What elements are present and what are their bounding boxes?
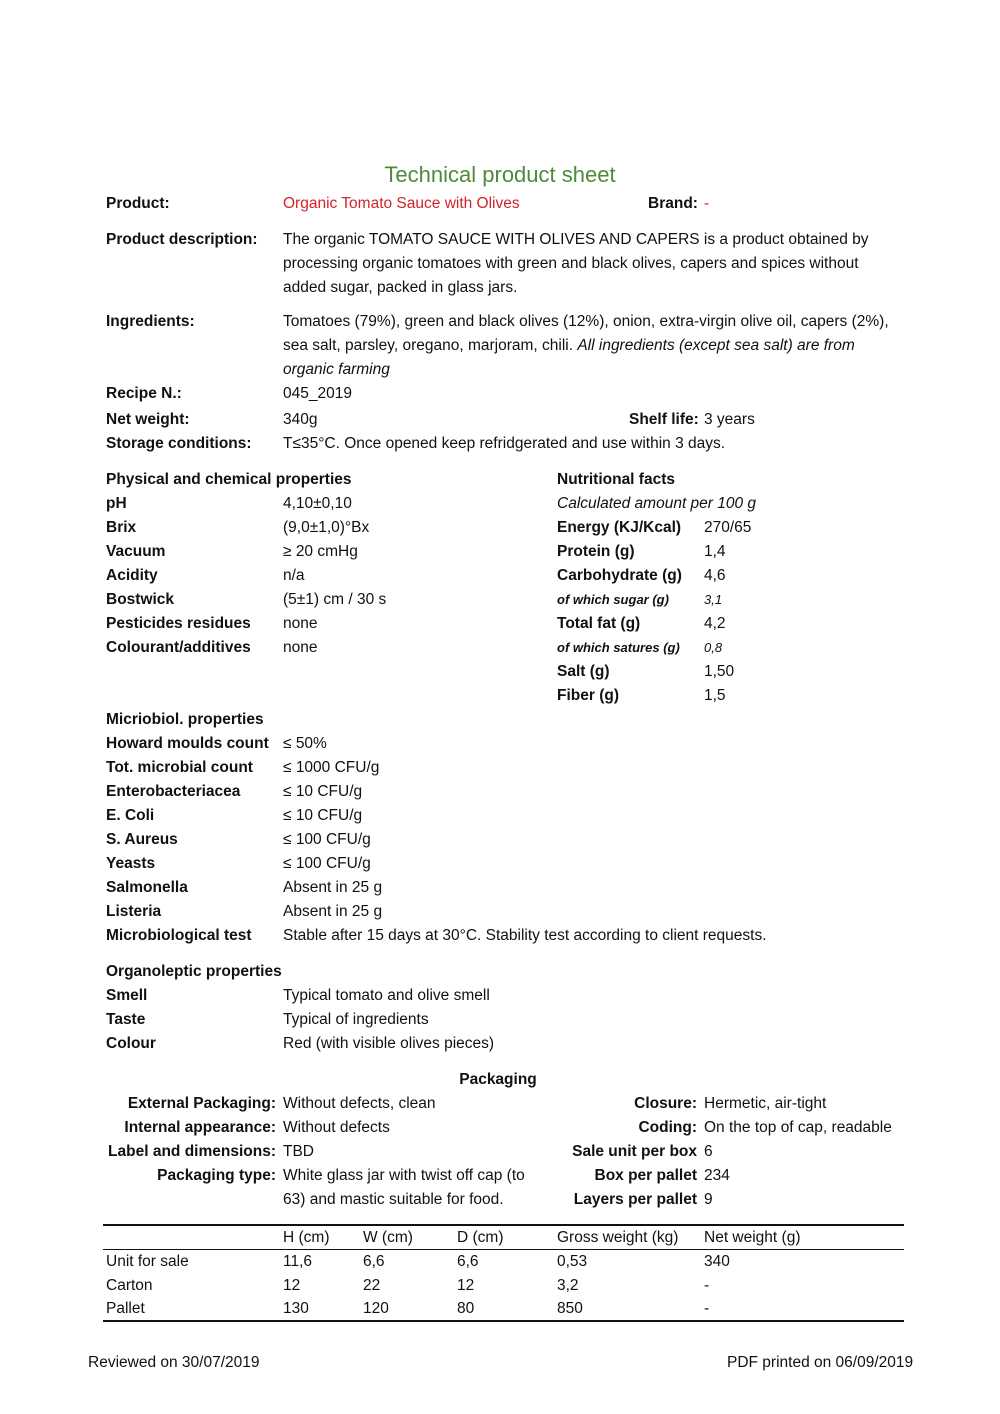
recipe-value: 045_2019	[283, 385, 352, 402]
packaging-value: TBD	[283, 1143, 314, 1160]
physical-heading: Physical and chemical properties	[106, 471, 352, 488]
packaging-value: 6	[704, 1143, 713, 1160]
organoleptic-heading: Organoleptic properties	[106, 963, 282, 980]
packaging-label: Box per pallet	[594, 1167, 697, 1184]
physical-value: n/a	[283, 567, 305, 584]
physical-value: ≥ 20 cmHg	[283, 543, 358, 560]
table-cell: 12	[457, 1277, 475, 1294]
table-cell: 22	[363, 1277, 381, 1294]
table-cell: 340	[704, 1253, 730, 1270]
nutrition-subvalue: 3,1	[704, 592, 723, 607]
reviewed-date: Reviewed on 30/07/2019	[88, 1354, 260, 1371]
micro-value: ≤ 1000 CFU/g	[283, 759, 380, 776]
table-header: H (cm)	[283, 1229, 330, 1246]
printed-date: PDF printed on 06/09/2019	[727, 1354, 914, 1371]
nutrition-label: Energy (KJ/Kcal)	[557, 519, 682, 536]
table-header: Gross weight (kg)	[557, 1229, 679, 1246]
micro-label: Tot. microbial count	[106, 759, 253, 776]
net-weight-value: 340g	[283, 411, 318, 428]
net-weight-label: Net weight:	[106, 411, 190, 428]
table-cell: 0,53	[557, 1253, 588, 1270]
table-cell: -	[704, 1277, 710, 1294]
nutrition-label: Salt (g)	[557, 663, 610, 680]
physical-value: (5±1) cm / 30 s	[283, 591, 387, 608]
ingredients-value	[283, 310, 905, 382]
physical-label: Colourant/additives	[106, 639, 251, 656]
physical-value: none	[283, 639, 318, 656]
table-cell: Pallet	[106, 1300, 145, 1317]
micro-value: Absent in 25 g	[283, 903, 383, 920]
micro-heading: Micriobiol. properties	[106, 711, 264, 728]
nutrition-subvalue: 0,8	[704, 640, 723, 655]
shelf-life-value: 3 years	[704, 411, 755, 428]
micro-label: Microbiological test	[106, 927, 252, 944]
table-header-rule	[103, 1249, 904, 1250]
table-bottom-rule	[103, 1320, 904, 1322]
table-cell: 850	[557, 1300, 583, 1317]
micro-label: S. Aureus	[106, 831, 178, 848]
table-cell: 120	[363, 1300, 389, 1317]
packaging-label: Coding:	[638, 1119, 697, 1136]
physical-value: 4,10±0,10	[283, 495, 352, 512]
organoleptic-label: Colour	[106, 1035, 156, 1052]
micro-label: Howard moulds count	[106, 735, 269, 752]
table-cell: -	[704, 1300, 710, 1317]
physical-label: pH	[106, 495, 127, 512]
table-cell: 11,6	[283, 1253, 313, 1270]
micro-label: Yeasts	[106, 855, 156, 872]
ingredients-label: Ingredients:	[106, 313, 195, 330]
description-value: The organic TOMATO SAUCE WITH OLIVES AND CAPERS is a product obtained by processing organic tomatoes with green and black olives, capers and spices without added sugar, packed in glass jars.	[283, 231, 869, 296]
nutrition-value: 1,4	[704, 543, 726, 560]
organoleptic-label: Taste	[106, 1011, 146, 1028]
nutrition-heading: Nutritional facts	[557, 471, 675, 488]
table-cell: Unit for sale	[106, 1253, 189, 1270]
product-label: Product:	[106, 195, 170, 212]
nutrition-label: Fiber (g)	[557, 687, 619, 704]
packaging-heading: Packaging	[459, 1071, 537, 1088]
nutrition-label: Carbohydrate (g)	[557, 567, 682, 584]
nutrition-label: Total fat (g)	[557, 615, 641, 632]
micro-label: Enterobacteriacea	[106, 783, 241, 800]
nutrition-value: 4,2	[704, 615, 726, 632]
packaging-value: Without defects	[283, 1119, 390, 1136]
physical-label: Pesticides residues	[106, 615, 251, 632]
nutrition-label: Protein (g)	[557, 543, 635, 560]
packaging-label: Layers per pallet	[573, 1191, 697, 1208]
packaging-value: 9	[704, 1191, 713, 1208]
nutrition-subheading: Calculated amount per 100 g	[557, 495, 757, 512]
micro-value: ≤ 50%	[283, 735, 327, 752]
micro-label: E. Coli	[106, 807, 155, 824]
document-title: Technical product sheet	[384, 162, 616, 187]
physical-label: Bostwick	[106, 591, 175, 608]
nutrition-sublabel: of which satures (g)	[557, 640, 680, 655]
shelf-life-label: Shelf life:	[629, 411, 699, 428]
physical-label: Brix	[106, 519, 137, 536]
micro-value: Absent in 25 g	[283, 879, 383, 896]
packaging-label: Closure:	[634, 1095, 697, 1112]
packaging-label: Internal appearance:	[124, 1119, 276, 1136]
nutrition-value: 270/65	[704, 519, 752, 536]
physical-value: (9,0±1,0)°Bx	[283, 519, 370, 536]
organoleptic-value: Typical of ingredients	[283, 1011, 429, 1028]
table-cell: 12	[283, 1277, 301, 1294]
nutrition-value: 1,5	[704, 687, 726, 704]
physical-value: none	[283, 615, 318, 632]
table-cell: Carton	[106, 1277, 153, 1294]
organoleptic-value: Red (with visible olives pieces)	[283, 1035, 495, 1052]
micro-label: Salmonella	[106, 879, 188, 896]
table-cell: 6,6	[457, 1253, 479, 1270]
ingredients-list: Tomatoes (79%), green and black olives (12%), onion, extra-virgin olive oil, capers (2%), sea salt, parsley, oregano, marjoram, chili.	[283, 313, 889, 354]
micro-value: ≤ 100 CFU/g	[283, 831, 371, 848]
description-label: Product description:	[106, 231, 258, 248]
table-header: W (cm)	[363, 1229, 413, 1246]
storage-value: T≤35°C. Once opened keep refridgerated and use within 3 days.	[283, 435, 726, 452]
storage-label: Storage conditions:	[106, 435, 252, 452]
product-name: Organic Tomato Sauce with Olives	[283, 195, 520, 212]
nutrition-value: 1,50	[704, 663, 735, 680]
physical-label: Acidity	[106, 567, 158, 584]
packaging-label: Label and dimensions:	[108, 1143, 276, 1160]
table-header: D (cm)	[457, 1229, 504, 1246]
micro-value: Stable after 15 days at 30°C. Stability test according to client requests.	[283, 927, 767, 944]
brand-value: -	[704, 195, 710, 212]
table-cell: 130	[283, 1300, 309, 1317]
table-header: Net weight (g)	[704, 1229, 801, 1246]
brand-label: Brand:	[648, 195, 698, 212]
organoleptic-label: Smell	[106, 987, 148, 1004]
packaging-value: White glass jar with twist off cap (to 63) and mastic suitable for food.	[283, 1167, 525, 1208]
packaging-label: Sale unit per box	[572, 1143, 697, 1160]
micro-value: ≤ 100 CFU/g	[283, 855, 371, 872]
packaging-value: Without defects, clean	[283, 1095, 436, 1112]
packaging-value: On the top of cap, readable	[704, 1119, 892, 1136]
micro-label: Listeria	[106, 903, 162, 920]
recipe-label: Recipe N.:	[106, 385, 182, 402]
organoleptic-value: Typical tomato and olive smell	[283, 987, 490, 1004]
packaging-value: 234	[704, 1167, 730, 1184]
nutrition-sublabel: of which sugar (g)	[557, 592, 669, 607]
physical-label: Vacuum	[106, 543, 166, 560]
table-cell: 80	[457, 1300, 475, 1317]
packaging-label: Packaging type:	[157, 1167, 276, 1184]
table-cell: 3,2	[557, 1277, 579, 1294]
packaging-label: External Packaging:	[127, 1095, 276, 1112]
table-cell: 6,6	[363, 1253, 385, 1270]
ingredients-note: All ingredients (except sea salt) are from organic farming	[283, 337, 855, 378]
nutrition-value: 4,6	[704, 567, 726, 584]
micro-value: ≤ 10 CFU/g	[283, 807, 363, 824]
micro-value: ≤ 10 CFU/g	[283, 783, 363, 800]
packaging-value: Hermetic, air-tight	[704, 1095, 827, 1112]
